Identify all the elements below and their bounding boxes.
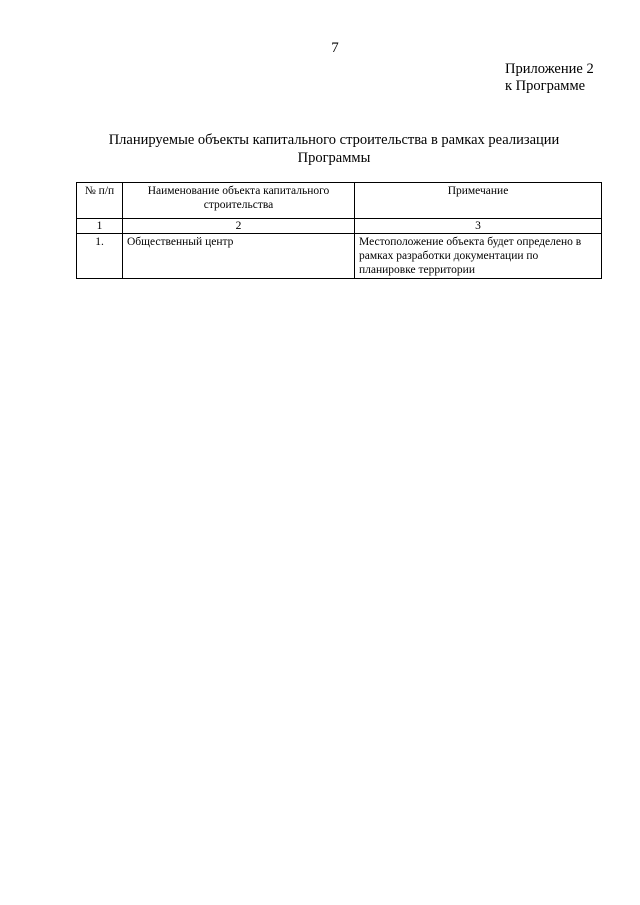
column-number-2: 2 <box>123 219 355 234</box>
capital-objects-table <box>76 182 602 279</box>
table-row <box>77 234 602 279</box>
table-header-row <box>77 183 602 219</box>
document-title <box>60 131 608 167</box>
document-title-line-2: Программы <box>297 150 371 166</box>
column-number-3: 3 <box>355 219 602 234</box>
document-title-line-1: Планируемые объекты капитального строительства в рамках реализации <box>108 132 560 148</box>
row-num: 1. <box>77 234 123 279</box>
appendix-line-2: к Программе <box>505 78 586 94</box>
column-number-row <box>77 219 602 234</box>
appendix-label <box>505 61 594 95</box>
appendix-line-1: Приложение 2 <box>505 61 594 77</box>
column-number-1: 1 <box>77 219 123 234</box>
header-name: Наименование объекта капитального строительства <box>123 183 355 219</box>
header-num: № п/п <box>77 183 123 219</box>
row-name: Общественный центр <box>123 234 355 279</box>
header-note: Примечание <box>355 183 602 219</box>
page-number: 7 <box>331 40 339 56</box>
row-note: Местоположение объекта будет определено в рамках разработки документации по планировке территории <box>355 234 602 279</box>
